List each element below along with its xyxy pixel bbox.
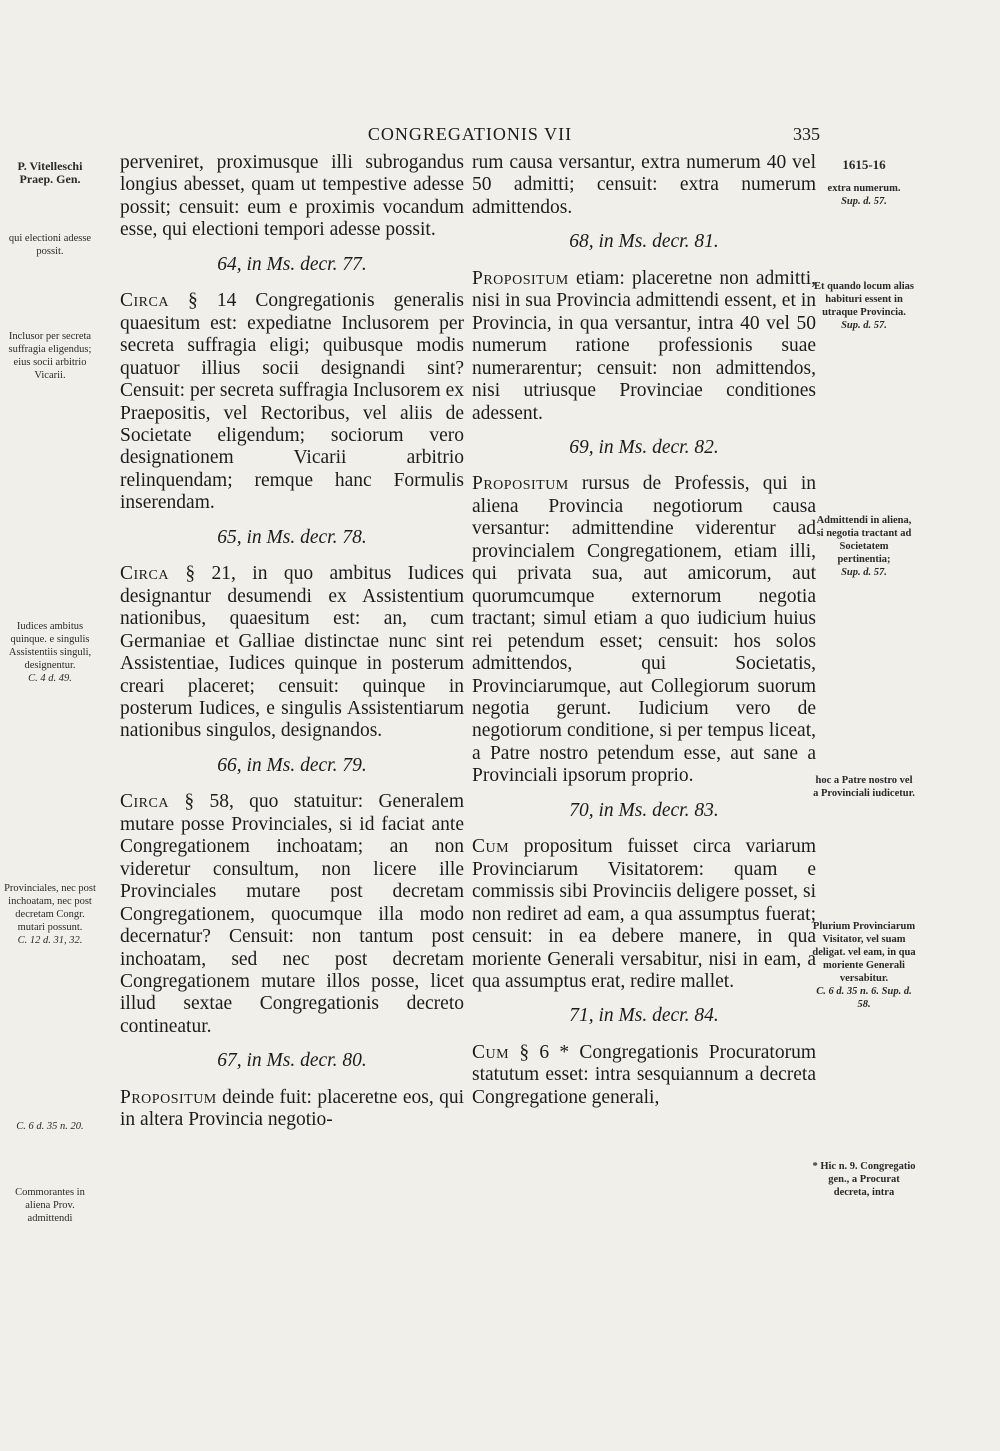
paragraph: rum causa versantur, extra numerum 40 vel 50 admitti; censuit: extra numerum admittendos. [472,152,816,218]
page-number: 335 [793,124,820,144]
margin-note: Iudices ambitus quinque. e singulis Assistentiis singuli, designentur. C. 4 d. 49. [8,621,92,684]
margin-note: Commorantes in aliena Prov. admittendi [15,1187,85,1224]
left-text-column [120,152,464,1132]
margin-reference: Sup. d. 57. [841,567,887,578]
paragraph: perveniret, proximusque illi subrogandus longius abesset, quam ut tempestive adesse possit; censuit: eum e proximis vocandum esse, qui electioni tempori adesse possit. [120,152,464,241]
margin-note: Admittendi in aliena, si negotia tractant ad Societatem pertinentia; Sup. d. 57. [816,515,912,578]
margin-note-author: P. Vitelleschi Praep. Gen. [17,159,83,186]
right-text-column [472,152,816,1109]
margin-note-year: 1615-16 [842,157,886,172]
decree-heading: 66, in Ms. decr. 79. [217,754,367,776]
decree-heading: 68, in Ms. decr. 81. [569,231,719,253]
paragraph: Cum propositum fuisset circa variarum Provinciarum Visitatorem: quam e commissis sibi Provinciis deligere posset, si non rediret ad eam, a qua assumptus fuerat; censuit: in ea debere manere, in qua moriente Generali versabitur, nisi in eam, a qua assumptus erat, redire mallet. [472,836,816,992]
margin-note: extra numerum. Sup. d. 57. [827,183,901,207]
paragraph: Propositum deinde fuit: placeretne eos, qui in altera Provincia negotio- [120,1086,464,1131]
margin-note: Plurium Provinciarum Visitator, vel suam deligat. vel eam, in qua moriente Generali versabitur. C. 6 d. 35 n. 6. Sup. d. 58. [812,921,916,1010]
decree-heading: 71, in Ms. decr. 84. [569,1005,719,1027]
paragraph: Cum § 6 * Congregationis Procuratorum statutum esset: intra sesquiannum a decreta Congregatione generali, [472,1041,816,1108]
page-header [120,124,820,152]
decree-heading: 64, in Ms. decr. 77. [217,253,367,275]
paragraph: Propositum rursus de Professis, qui in aliena Provincia negotiorum causa versantur: admittendine viderentur ad provincialem Congregationem, etiam illi, qui privata sua, aut amicorum, aut quorumcumque externorum negotia tractant; simul etiam a quo iudicium huius rei petendum esset; censuit: hos solos admittendos, qui Societatis, Provinciarumque, aut Collegiorum suorum negotia gerunt. Iudicium vero de negotiorum conditione, si per tempus liceat, a Patre nostro petendum esse, aut sane a Provinciali ipsorum proprio. [472,473,816,787]
paragraph: Propositum etiam: placeretne non admitti, nisi in sua Provincia admittendi essent, et in Provincia, in qua versantur, intra 40 vel 50 numerum ratione professionis suae numerarentur; censuit: non admittendos, nisi utriusque Provinciae conditiones adessent. [472,267,816,424]
decree-heading: 70, in Ms. decr. 83. [569,799,719,821]
decree-heading: 65, in Ms. decr. 78. [217,526,367,548]
running-title: CONGREGATIONIS VII [367,124,573,144]
margin-reference: Sup. d. 57. [841,196,887,207]
margin-reference: C. 12 d. 31, 32. [17,935,83,946]
margin-reference: Sup. d. 57. [841,320,887,331]
paragraph: Circa § 14 Congregationis generalis quaesitum est: expediatne Inclusorem per secreta suffragia eligi; quibusque modis quatuor illius socii designandi sint? Censuit: per secreta suffragia Inclusorem ex Praepositis, vel Rectoribus, vel aliis de Societate eligendum; sociorum vero designationem Vicarii arbitrio relinquendam; remque hanc Formulis inserendam. [120,290,464,514]
margin-note: qui electioni adesse possit. [8,233,92,257]
margin-reference: C. 6 d. 35 n. 6. Sup. d. 58. [816,986,912,1010]
margin-reference: C. 6 d. 35 n. 20. [16,1121,84,1132]
margin-note: Inclusor per secreta suffragia eligendus; eius socii arbitrio Vicarii. [8,331,92,381]
paragraph: Circa § 58, quo statuitur: Generalem mutare posse Provinciales, si id faciat ante Congregationem inchoatam; an non videretur consultum, non licere ille Provinciales mutare post decretam Congregationem, quocumque illa modo decernatur? Censuit: non tantum post inchoatam, sed nec post decretam Congregationem mutare illos posse, licet illud sextae Congregationis decreto contineatur. [120,791,464,1037]
margin-note [2,1120,98,1133]
decree-heading: 67, in Ms. decr. 80. [217,1050,367,1072]
margin-note: Provinciales, nec post inchoatam, nec post decretam Congr. mutari possunt. C. 12 d. 31, 32. [4,883,96,946]
margin-note: hoc a Patre nostro vel a Provinciali iudicetur. [813,775,915,799]
decree-heading: 69, in Ms. decr. 82. [569,436,719,458]
paragraph: Circa § 21, in quo ambitus Iudices designantur desumendi ex Assistentium nationibus, quaesitum est: an, cum Germaniae et Galliae distinctae nunc sint Assistentiae, Iudices quinque in posterum creari placeret; censuit: quinque in posterum Iudices, e singulis Assistentiarum nationibus singulos, designandos. [120,563,464,742]
margin-note: * Hic n. 9. Congregatio gen., a Procurat decreta, intra [812,1161,916,1198]
margin-note: Et quando locum alias habituri essent in utraque Provincia. Sup. d. 57. [813,281,915,331]
margin-reference: C. 4 d. 49. [28,673,72,684]
